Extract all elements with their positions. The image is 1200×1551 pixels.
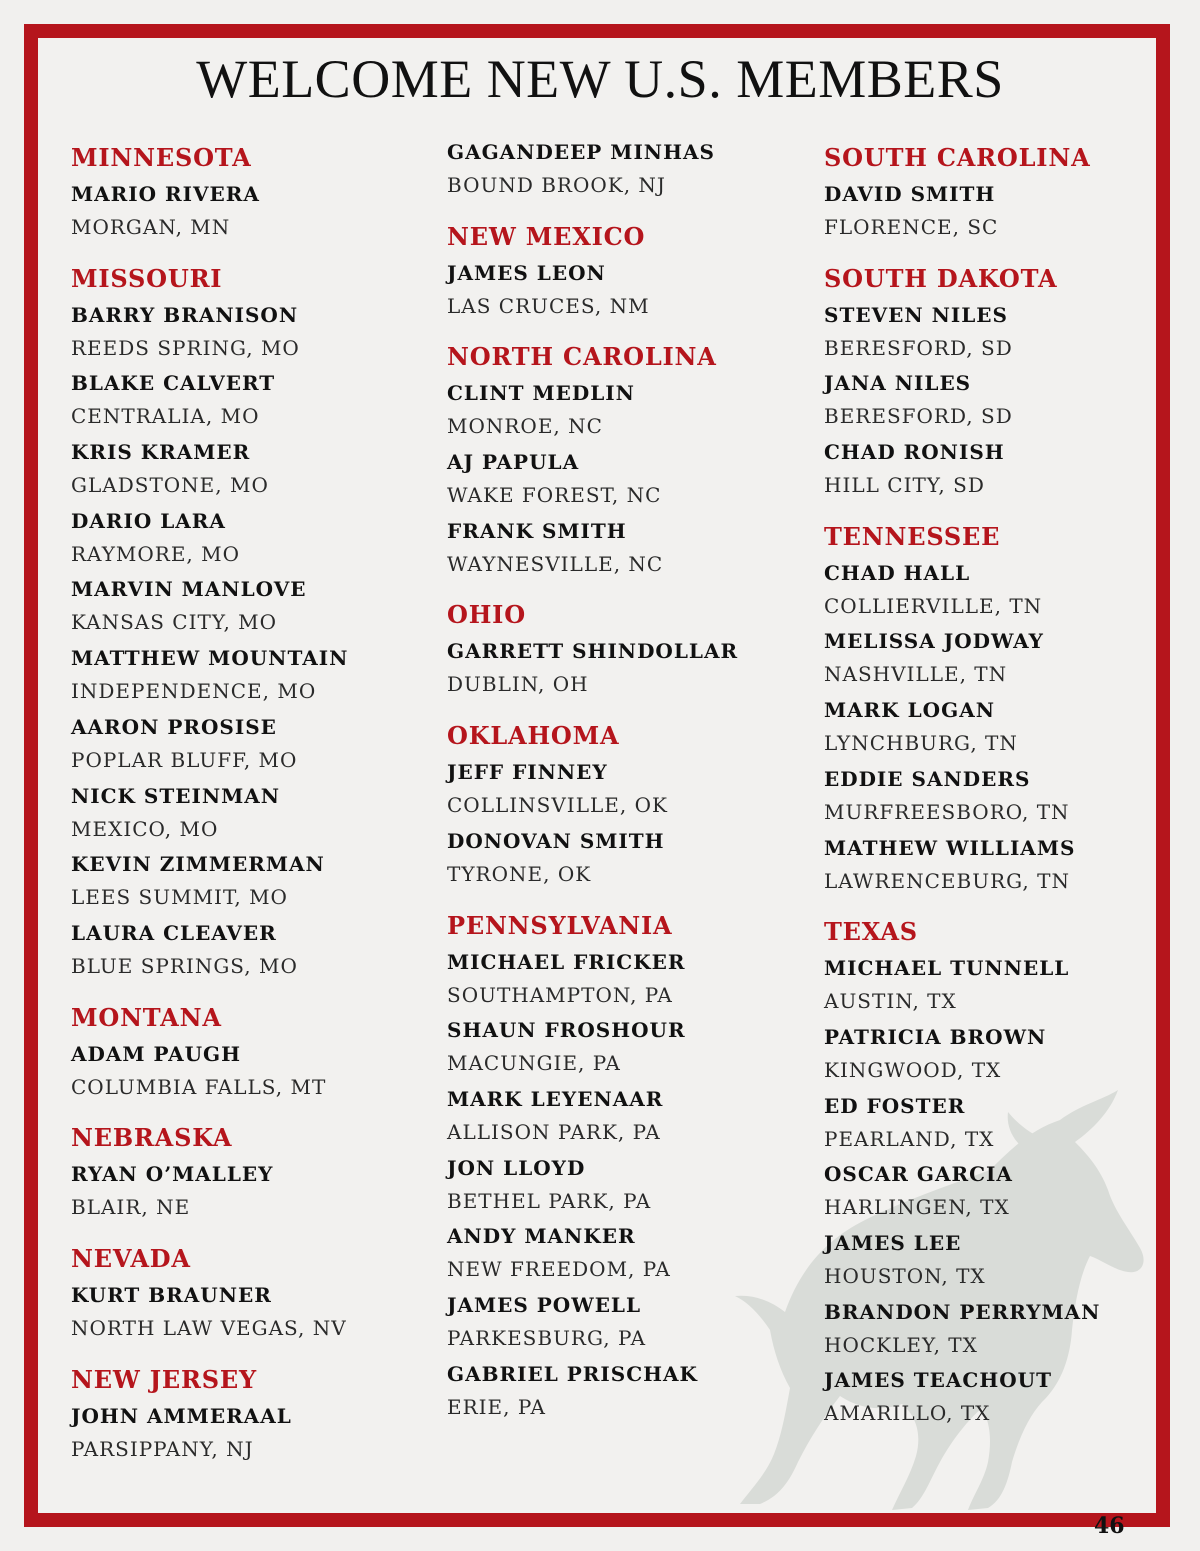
member-name: CHAD RONISH (824, 440, 1005, 465)
member-entry (824, 832, 1194, 901)
member-entry (447, 515, 817, 584)
member-name: DAVID SMITH (824, 182, 996, 206)
member-entry (824, 1296, 1194, 1365)
member-entry (824, 763, 1194, 832)
member-city: BERESFORD, SD (824, 404, 1013, 429)
members-column-2 (447, 136, 817, 1426)
state-heading: MINNESOTA (71, 143, 252, 172)
state-heading: NEBRASKA (71, 1123, 233, 1153)
member-entry (447, 825, 817, 894)
member-entry (447, 136, 817, 205)
member-name: KURT BRAUNER (71, 1282, 272, 1307)
member-city: MEXICO, MO (71, 816, 219, 841)
member-city: CENTRALIA, MO (71, 404, 260, 429)
member-name: MICHAEL TUNNELL (824, 956, 1070, 981)
member-name: MATTHEW MOUNTAIN (71, 646, 349, 671)
member-city: PARKESBURG, PA (447, 1325, 647, 1350)
member-city: BLUE SPRINGS, MO (71, 953, 298, 978)
member-name: FRANK SMITH (447, 518, 627, 543)
member-city: MURFREESBORO, TN (824, 799, 1070, 824)
member-entry (71, 573, 441, 642)
member-name: BARRY BRANISON (71, 302, 299, 327)
member-name: MATHEW WILLIAMS (824, 835, 1076, 860)
member-entry (447, 377, 817, 446)
member-entry (71, 848, 441, 917)
member-entry (824, 1227, 1194, 1296)
member-name: GAGANDEEP MINHAS (447, 140, 715, 164)
state-heading: MISSOURI (71, 263, 223, 293)
member-entry (824, 1158, 1194, 1227)
member-entry (447, 1289, 817, 1358)
member-city: KINGWOOD, TX (824, 1057, 1002, 1082)
member-name: CLINT MEDLIN (447, 381, 635, 406)
member-city: HILL CITY, SD (824, 473, 985, 498)
member-entry (447, 1083, 817, 1152)
member-name: LAURA CLEAVER (71, 920, 277, 945)
member-name: ADAM PAUGH (71, 1041, 241, 1066)
member-entry (447, 1220, 817, 1289)
state-heading: OKLAHOMA (447, 721, 620, 751)
member-city: RAYMORE, MO (71, 541, 241, 566)
member-entry (447, 446, 817, 515)
member-entry (447, 1152, 817, 1221)
member-entry (824, 557, 1194, 626)
state-heading: NORTH CAROLINA (447, 342, 717, 372)
member-city: COLLINSVILLE, OK (447, 793, 668, 818)
member-city: LAS CRUCES, NM (447, 293, 650, 318)
member-city: MONROE, NC (447, 414, 603, 439)
state-heading: TENNESSEE (824, 521, 1001, 551)
member-entry (71, 642, 441, 711)
member-name: KEVIN ZIMMERMAN (71, 852, 325, 877)
member-name: DONOVAN SMITH (447, 828, 665, 853)
member-entry (447, 1014, 817, 1083)
member-entry (447, 635, 817, 704)
member-city: MACUNGIE, PA (447, 1051, 621, 1076)
state-heading: SOUTH CAROLINA (824, 143, 1091, 172)
member-entry (824, 436, 1194, 505)
member-name: EDDIE SANDERS (824, 766, 1031, 791)
member-city: COLLIERVILLE, TN (824, 593, 1043, 618)
member-entry (824, 625, 1194, 694)
member-entry (71, 1038, 441, 1107)
member-name: JAMES LEON (447, 260, 606, 285)
member-city: BOUND BROOK, NJ (447, 173, 666, 197)
members-column-1 (71, 138, 441, 1468)
member-city: GLADSTONE, MO (71, 473, 269, 498)
member-name: AJ PAPULA (447, 450, 580, 475)
member-name: JOHN AMMERAAL (71, 1403, 292, 1428)
member-entry (71, 780, 441, 849)
member-name: RYAN O’MALLEY (71, 1162, 274, 1187)
member-city: WAKE FOREST, NC (447, 483, 662, 508)
member-entry (71, 711, 441, 780)
member-city: HARLINGEN, TX (824, 1195, 1010, 1220)
page-number: 46 (1094, 1513, 1125, 1539)
member-name: BRANDON PERRYMAN (824, 1299, 1101, 1324)
member-entry (824, 178, 1194, 247)
member-city: ALLISON PARK, PA (447, 1119, 661, 1144)
member-city: LYNCHBURG, TN (824, 731, 1018, 756)
member-entry (71, 505, 441, 574)
member-name: MARVIN MANLOVE (71, 577, 307, 602)
member-city: NEW FREEDOM, PA (447, 1257, 671, 1282)
state-heading: NEW JERSEY (71, 1364, 257, 1394)
member-name: STEVEN NILES (824, 302, 1008, 327)
member-name: BLAKE CALVERT (71, 371, 276, 396)
member-entry (824, 1021, 1194, 1090)
member-name: OSCAR GARCIA (824, 1162, 1013, 1187)
member-entry (71, 1158, 441, 1227)
member-city: PEARLAND, TX (824, 1126, 995, 1151)
state-heading: NEVADA (71, 1243, 191, 1273)
member-city: REEDS SPRING, MO (71, 335, 300, 360)
member-name: NICK STEINMAN (71, 783, 281, 808)
member-entry (71, 1279, 441, 1348)
member-city: SOUTHAMPTON, PA (447, 982, 673, 1007)
member-name: MELISSA JODWAY (824, 629, 1044, 654)
member-name: MICHAEL FRICKER (447, 949, 686, 974)
member-entry (824, 1090, 1194, 1159)
member-city: PARSIPPANY, NJ (71, 1436, 254, 1461)
member-entry (71, 367, 441, 436)
member-name: JAMES TEACHOUT (824, 1368, 1052, 1393)
member-entry (71, 178, 441, 247)
member-city: BERESFORD, SD (824, 335, 1013, 360)
page-title: WELCOME NEW U.S. MEMBERS (196, 49, 1004, 109)
member-city: KANSAS CITY, MO (71, 610, 278, 635)
state-heading: NEW MEXICO (447, 221, 646, 251)
member-city: BETHEL PARK, PA (447, 1188, 652, 1213)
members-column-3 (824, 138, 1194, 1433)
member-entry (71, 436, 441, 505)
member-name: JEFF FINNEY (447, 760, 608, 785)
member-city: HOCKLEY, TX (824, 1332, 978, 1357)
member-city: POPLAR BLUFF, MO (71, 747, 298, 772)
member-name: GABRIEL PRISCHAK (447, 1361, 698, 1386)
member-name: GARRETT SHINDOLLAR (447, 639, 739, 664)
member-city: MORGAN, MN (71, 215, 231, 239)
member-city: TYRONE, OK (447, 861, 592, 886)
member-entry (447, 756, 817, 825)
member-city: LEES SUMMIT, MO (71, 885, 288, 910)
member-city: NORTH LAW VEGAS, NV (71, 1315, 347, 1340)
member-name: JANA NILES (824, 371, 972, 396)
member-city: AUSTIN, TX (824, 989, 957, 1014)
member-entry (824, 367, 1194, 436)
member-entry (824, 1364, 1194, 1433)
member-name: ED FOSTER (824, 1093, 966, 1118)
member-name: MARK LEYENAAR (447, 1086, 664, 1111)
member-city: ERIE, PA (447, 1394, 546, 1419)
member-city: FLORENCE, SC (824, 215, 999, 239)
state-heading: TEXAS (824, 917, 918, 947)
state-heading: PENNSYLVANIA (447, 910, 673, 940)
member-entry (71, 1400, 441, 1469)
member-name: JAMES LEE (824, 1230, 962, 1255)
member-name: JAMES POWELL (447, 1292, 642, 1317)
member-city: BLAIR, NE (71, 1195, 191, 1220)
member-entry (71, 917, 441, 986)
member-name: AARON PROSISE (71, 714, 277, 739)
member-entry (447, 1358, 817, 1427)
member-city: LAWRENCEBURG, TN (824, 868, 1070, 893)
member-city: HOUSTON, TX (824, 1263, 986, 1288)
member-entry (824, 952, 1194, 1021)
member-city: COLUMBIA FALLS, MT (71, 1074, 327, 1099)
state-heading: MONTANA (71, 1002, 222, 1032)
member-name: SHAUN FROSHOUR (447, 1018, 686, 1043)
member-entry (447, 257, 817, 326)
member-entry (824, 299, 1194, 368)
member-name: CHAD HALL (824, 560, 971, 585)
member-name: KRIS KRAMER (71, 440, 251, 465)
state-heading: OHIO (447, 600, 526, 630)
member-city: NASHVILLE, TN (824, 662, 1008, 687)
member-entry (824, 694, 1194, 763)
member-name: ANDY MANKER (447, 1224, 636, 1249)
member-name: PATRICIA BROWN (824, 1024, 1047, 1049)
member-city: AMARILLO, TX (824, 1401, 991, 1426)
member-entry (71, 299, 441, 368)
state-heading: SOUTH DAKOTA (824, 263, 1058, 293)
member-name: MARIO RIVERA (71, 182, 260, 206)
member-name: JON LLOYD (447, 1155, 586, 1180)
member-name: MARK LOGAN (824, 698, 995, 723)
member-city: INDEPENDENCE, MO (71, 679, 317, 704)
member-name: DARIO LARA (71, 508, 226, 533)
member-city: DUBLIN, OH (447, 672, 589, 697)
member-city: WAYNESVILLE, NC (447, 551, 664, 576)
member-entry (447, 946, 817, 1015)
